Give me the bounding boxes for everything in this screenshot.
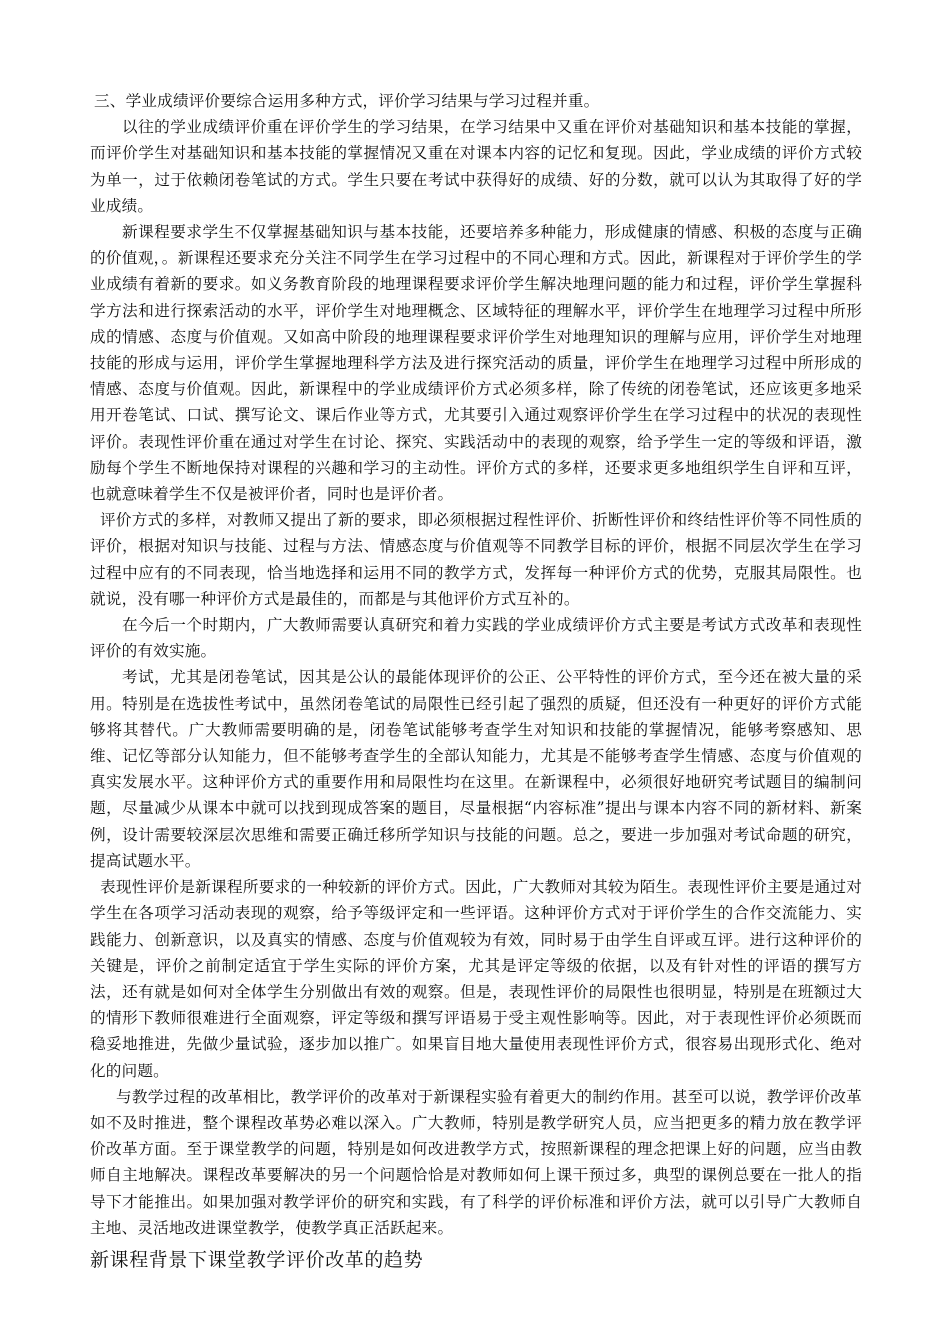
paragraph-1: 以往的学业成绩评价重在评价学生的学习结果，在学习结果中又重在评价对基础知识和基本技能的掌握，而评价学生对基础知识和基本技能的掌握情况又重在对课本内容的记忆和复现。因此，学业成绩的评价方式较为单一，过于依赖闭卷笔试的方式。学生只要在考试中获得好的成绩、好的分数，就可以认为其取得了好的学业成绩。 bbox=[90, 118, 862, 215]
paragraph-2: 新课程要求学生不仅掌握基础知识与基本技能，还要培养多种能力，形成健康的情感、积极的态度与正确的价值观，。新课程还要求充分关注不同学生在学习过程中的不同心理和方式。因此，新课程对于评价学生的学业成绩有着新的要求。如义务教育阶段的地理课程要求评价学生解决地理问题的能力和过程，评价学生掌握科学方法和进行探索活动的水平，评价学生对地理概念、区域特征的理解水平，评价学生在地理学习过程中所形成的情感、态度与价值观。又如高中阶段的地理课程要求评价学生对地理知识的理解与应用，评价学生对地理技能的形成与运用，评价学生掌握地理科学方法及进行探究活动的质量，评价学生在地理学习过程中所形成的情感、态度与价值观。因此，新课程中的学业成绩评价方式必须多样，除了传统的闭卷笔试，还应该更多地采用开卷笔试、口试、撰写论文、课后作业等方式，尤其要引入通过观察评价学生在学习过程中的状况的表现性评价。表现性评价重在通过对学生在讨论、探究、实践活动中的表现的观察，给予学生一定的等级和评语，激励每个学生不断地保持对课程的兴趣和学习的主动性。评价方式的多样，还要求更多地组织学生自评和互评，也就意味着学生不仅是被评价者，同时也是评价者。 bbox=[90, 223, 862, 504]
paragraph-3: 评价方式的多样，对教师又提出了新的要求，即必须根据过程性评价、折断性评价和终结性评价等不同性质的评价，根据对知识与技能、过程与方法、情感态度与价值观等不同教学目标的评价，根据不同层次学生在学习过程中应有的不同表现，恰当地选择和运用不同的教学方式，发挥每一种评价方式的优势，克服其局限性。也就说，没有哪一种评价方式是最佳的，而都是与其他评价方式互补的。 bbox=[90, 511, 862, 608]
paragraph-7: 与教学过程的改革相比，教学评价的改革对于新课程实验有着更大的制约作用。甚至可以说，教学评价改革如不及时推进，整个课程改革势必难以深入。广大教师，特别是教学研究人员，应当把更多的精力放在教学评价改革方面。至于课堂教学的问题，特别是如何改进教学方式，按照新课程的理念把课上好的问题，应当由教师自主地解决。课程改革要解决的另一个问题恰恰是对教师如何上课干预过多，典型的课例总要在一批人的指导下才能推出。如果加强对教学评价的研究和实践，有了科学的评价标准和评价方法，就可以引导广大教师自主地、灵活地改进课堂教学，使教学真正活跃起来。 bbox=[90, 1087, 862, 1237]
paragraph-5: 考试，尤其是闭卷笔试，因其是公认的最能体现评价的公正、公平特性的评价方式，至今还在被大量的采用。特别是在选拔性考试中，虽然闭卷笔试的局限性已经引起了强烈的质疑，但还没有一种更好的评价方式能够将其替代。广大教师需要明确的是，闭卷笔试能够考查学生对知识和技能的掌握情况，能够考察感知、思维、记忆等部分认知能力，但不能够考查学生的全部认知能力，尤其是不能够考查学生情感、态度与价值观的真实发展水平。这种评价方式的重要作用和局限性均在这里。在新课程中，必须很好地研究考试题目的编制问题，尽量减少从课本中就可以找到现成答案的题目，尽量根据“内容标准”提出与课本内容不同的新材料、新案例，设计需要较深层次思维和需要正确迁移所学知识与技能的问题。总之，要进一步加强对考试命题的研究，提高试题水平。 bbox=[90, 668, 862, 870]
document-body bbox=[90, 88, 862, 1275]
section-heading: 三、学业成绩评价要综合运用多种方式，评价学习结果与学习过程并重。 bbox=[94, 92, 600, 110]
paragraph-4: 在今后一个时期内，广大教师需要认真研究和着力实践的学业成绩评价方式主要是考试方式改革和表现性评价的有效实施。 bbox=[90, 616, 862, 661]
paragraph-6: 表现性评价是新课程所要求的一种较新的评价方式。因此，广大教师对其较为陌生。表现性评价主要是通过对学生在各项学习活动表现的观察，给予等级评定和一些评语。这种评价方式对于评价学生的合作交流能力、实践能力、创新意识，以及真实的情感、态度与价值观较为有效，同时易于由学生自评或互评。进行这种评价的关键是，评价之前制定适宜于学生实际的评价方案，尤其是评定等级的依据，以及有针对性的评语的撰写方法，还有就是如何对全体学生分别做出有效的观察。但是，表现性评价的局限性也很明显，特别是在班额过大的情形下教师很难进行全面观察，评定等级和撰写评语易于受主观性影响等。因此，对于表现性评价必须既而稳妥地推进，先做少量试验，逐步加以推广。如果盲目地大量使用表现性评价方式，很容易出现形式化、绝对化的问题。 bbox=[90, 878, 862, 1080]
next-section-title: 新课程背景下课堂教学评价改革的趋势 bbox=[90, 1248, 424, 1271]
